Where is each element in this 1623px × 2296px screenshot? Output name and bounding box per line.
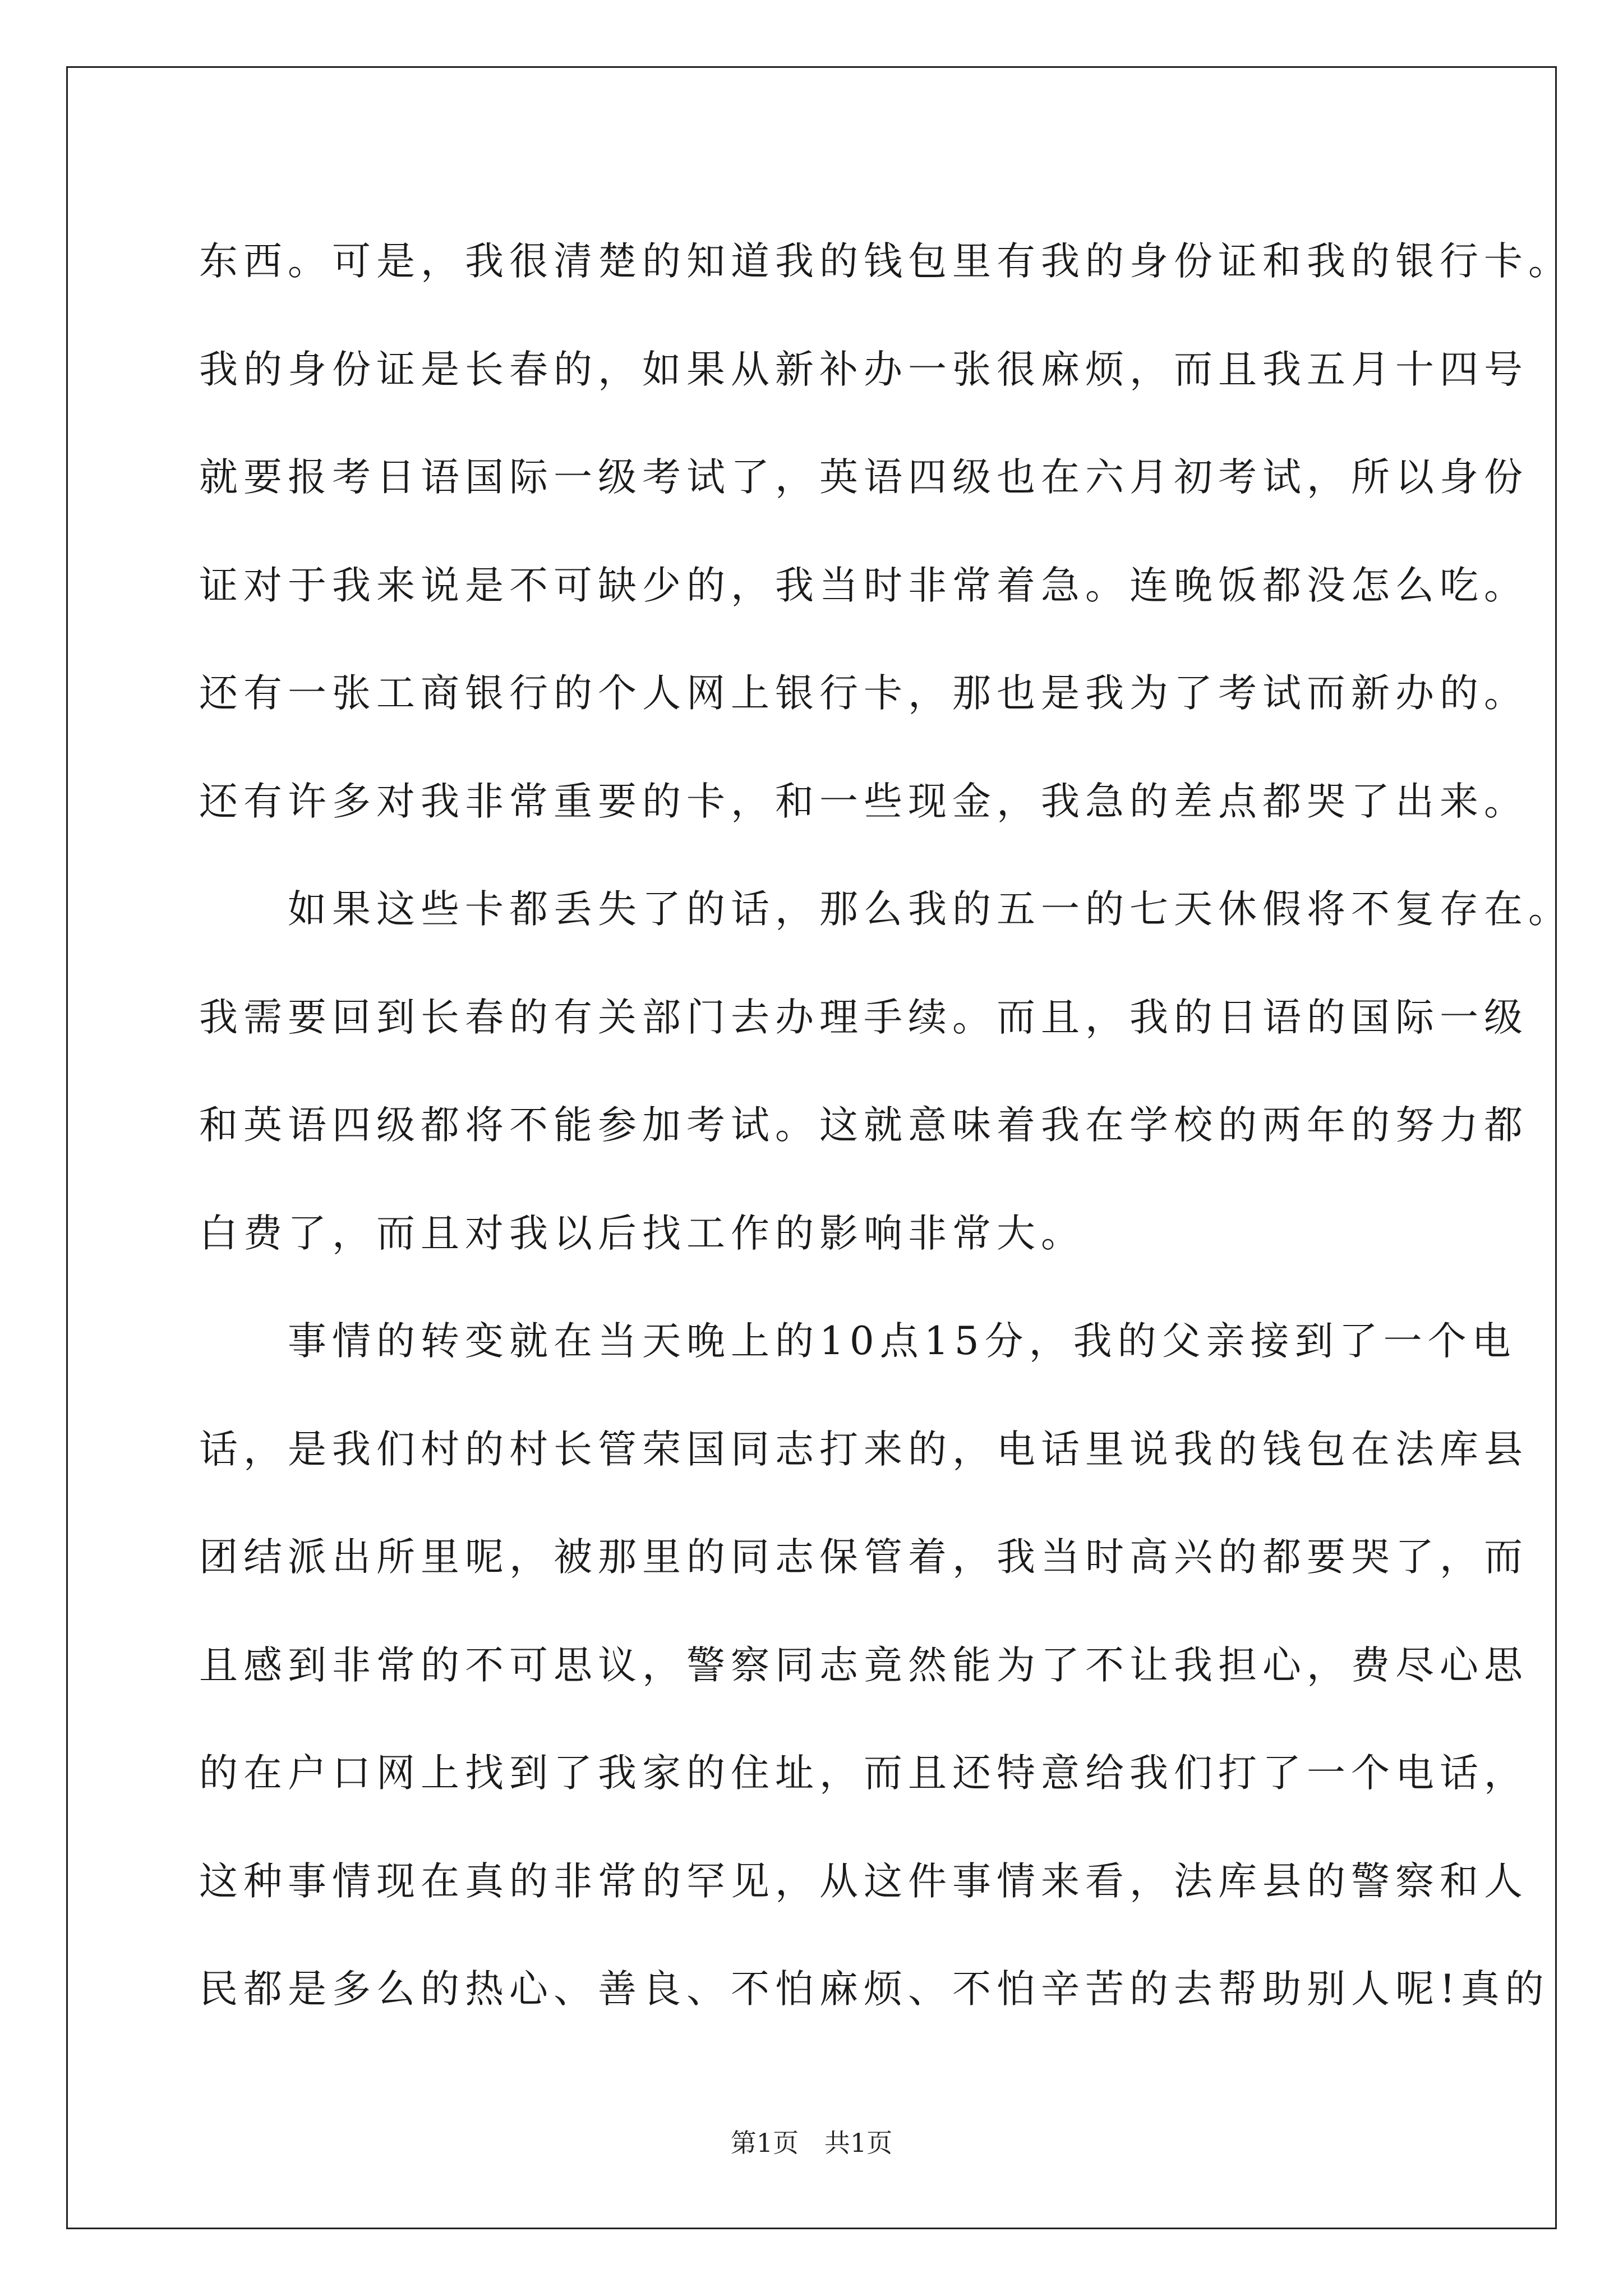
text-line: 和英语四级都将不能参加考试。这就意味着我在学校的两年的努力都	[199, 1103, 1528, 1148]
text-line: 东西。可是，我很清楚的知道我的钱包里有我的身份证和我的银行卡。	[199, 239, 1573, 284]
text-line: 的在户口网上找到了我家的住址，而且还特意给我们打了一个电话，	[199, 1751, 1528, 1796]
text-line: 白费了，而且对我以后找工作的影响非常大。	[199, 1211, 1085, 1256]
text-line: 我需要回到长春的有关部门去办理手续。而且，我的日语的国际一级	[199, 995, 1528, 1040]
text-line: 如果这些卡都丢失了的话，那么我的五一的七天休假将不复存在。	[199, 887, 1573, 932]
text-line: 事情的转变就在当天晚上的10点15分，我的父亲接到了一个电	[199, 1319, 1516, 1364]
text-line: 我的身份证是长春的，如果从新补办一张很麻烦，而且我五月十四号	[199, 347, 1528, 392]
text-line: 证对于我来说是不可缺少的，我当时非常着急。连晚饭都没怎么吃。	[199, 563, 1528, 608]
text-line: 还有一张工商银行的个人网上银行卡，那也是我为了考试而新办的。	[199, 671, 1528, 716]
text-line: 且感到非常的不可思议，警察同志竟然能为了不让我担心，费尽心思	[199, 1642, 1528, 1688]
text-line: 还有许多对我非常重要的卡，和一些现金，我急的差点都哭了出来。	[199, 779, 1528, 824]
document-body	[199, 208, 1573, 2044]
text-line: 就要报考日语国际一级考试了，英语四级也在六月初考试，所以身份	[199, 455, 1528, 500]
text-line: 这种事情现在真的非常的罕见，从这件事情来看，法库县的警察和人	[199, 1858, 1528, 1904]
text-line: 话，是我们村的村长管荣国同志打来的，电话里说我的钱包在法库县	[199, 1427, 1528, 1472]
page-footer: 第1页 共1页	[730, 2128, 893, 2158]
text-line: 团结派出所里呢，被那里的同志保管着，我当时高兴的都要哭了，而	[199, 1535, 1528, 1580]
text-line: 民都是多么的热心、善良、不怕麻烦、不怕辛苦的去帮助别人呢!真的	[199, 1967, 1550, 2012]
